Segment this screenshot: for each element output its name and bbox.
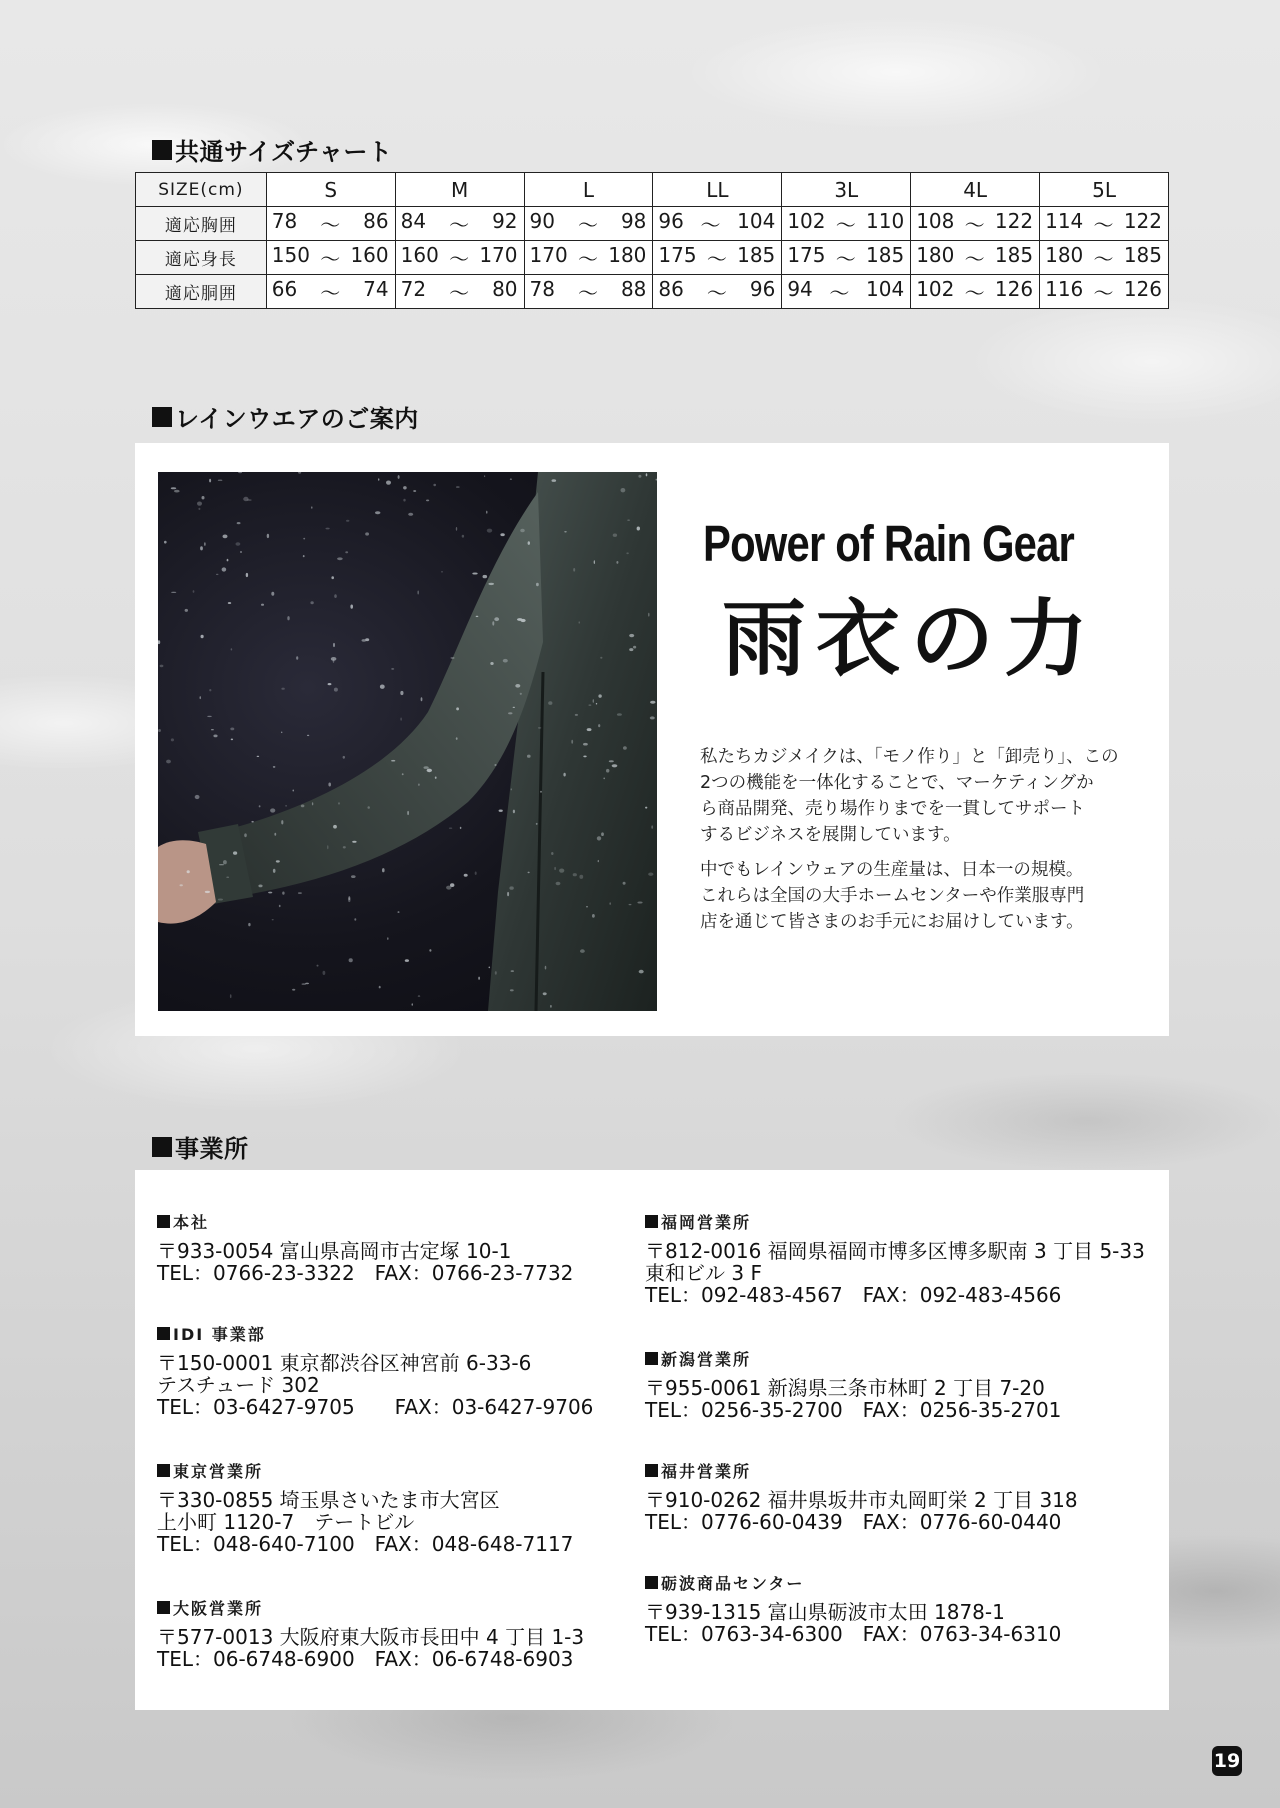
square-bullet-icon: [645, 1215, 658, 1228]
rain-jacket-photo: [158, 472, 657, 1011]
size-range-cell: 102 ～ 126: [911, 275, 1040, 309]
size-range-cell: 86 ～ 96: [653, 275, 782, 309]
office-idi: IDI 事業部 〒150-0001 東京都渋谷区神宮前 6-33-6 テスチュード 302 TEL：03-6427-9705 FAX：03-6427-9706: [157, 1325, 594, 1419]
office-fukui: 福井営業所 〒910-0262 福井県坂井市丸岡町栄 2 丁目 318 TEL：0776-60-0439 FAX：0776-60-0440: [645, 1462, 1078, 1534]
size-col-5l: 5L: [1040, 173, 1169, 207]
size-range-cell: 108 ～ 122: [911, 207, 1040, 241]
size-range-cell: 170 ～ 180: [524, 241, 653, 275]
size-chart-title: 共通サイズチャート: [152, 132, 392, 167]
page-number: 19: [1212, 1746, 1242, 1776]
size-chart-table: [135, 172, 1169, 309]
size-range-cell: 66 ～ 74: [266, 275, 395, 309]
size-range-cell: 84 ～ 92: [395, 207, 524, 241]
size-header-row: [136, 173, 1169, 207]
square-bullet-icon: [152, 407, 172, 427]
size-col-4l: 4L: [911, 173, 1040, 207]
intro-paragraph-2: 中でもレインウェアの生産量は、日本一の規模。 これらは全国の大手ホームセンターや作業服専門 店を通じて皆さまのお手元にお届けしています。: [700, 860, 1085, 932]
headline-japanese: 雨衣の力: [722, 589, 1099, 688]
size-col-m: M: [395, 173, 524, 207]
size-range-cell: 175 ～ 185: [782, 241, 911, 275]
size-col-l: L: [524, 173, 653, 207]
size-col-ll: LL: [653, 173, 782, 207]
size-range-cell: 94 ～ 104: [782, 275, 911, 309]
rainwear-title: レインウエアのご案内: [152, 399, 419, 434]
size-range-cell: 114 ～ 122: [1040, 207, 1169, 241]
square-bullet-icon: [645, 1352, 658, 1365]
size-col-3l: 3L: [782, 173, 911, 207]
intro-text: [700, 744, 1140, 944]
size-range-cell: 72 ～ 80: [395, 275, 524, 309]
size-col-s: S: [266, 173, 395, 207]
size-range-cell: 180 ～ 185: [911, 241, 1040, 275]
square-bullet-icon: [157, 1215, 170, 1228]
office-niigata: 新潟営業所 〒955-0061 新潟県三条市林町 2 丁目 7-20 TEL：0256-35-2700 FAX：0256-35-2701: [645, 1350, 1062, 1422]
office-honsha: 本社 〒933-0054 富山県高岡市古定塚 10-1 TEL：0766-23-3322 FAX：0766-23-7732: [157, 1213, 574, 1285]
size-row-label: 適応身長: [136, 241, 267, 275]
office-tokyo: 東京営業所 〒330-0855 埼玉県さいたま市大宮区 上小町 1120-7 テートビル TEL：048-640-7100 FAX：048-648-7117: [157, 1462, 574, 1556]
square-bullet-icon: [645, 1576, 658, 1589]
office-osaka: 大阪営業所 〒577-0013 大阪府東大阪市長田中 4 丁目 1-3 TEL：06-6748-6900 FAX：06-6748-6903: [157, 1599, 585, 1671]
square-bullet-icon: [152, 1137, 172, 1157]
size-range-cell: 150 ～ 160: [266, 241, 395, 275]
size-range-cell: 78 ～ 88: [524, 275, 653, 309]
office-fukuoka: 福岡営業所 〒812-0016 福岡県福岡市博多区博多駅南 3 丁目 5-33 東和ビル 3 F TEL：092-483-4567 FAX：092-483-4566: [645, 1213, 1145, 1307]
rain-jacket-illustration: [158, 472, 657, 1011]
square-bullet-icon: [152, 140, 172, 160]
size-row-chest: [136, 207, 1169, 241]
size-row-height: [136, 241, 1169, 275]
size-row-label: 適応胴囲: [136, 275, 267, 309]
size-row-label: 適応胸囲: [136, 207, 267, 241]
office-tonami: 砺波商品センター 〒939-1315 富山県砺波市太田 1878-1 TEL：0763-34-6300 FAX：0763-34-6310: [645, 1574, 1062, 1646]
size-range-cell: 160 ～ 170: [395, 241, 524, 275]
size-range-cell: 102 ～ 110: [782, 207, 911, 241]
square-bullet-icon: [157, 1464, 170, 1477]
size-range-cell: 90 ～ 98: [524, 207, 653, 241]
square-bullet-icon: [157, 1601, 170, 1614]
size-range-cell: 175 ～ 185: [653, 241, 782, 275]
size-range-cell: 116 ～ 126: [1040, 275, 1169, 309]
size-header-label: SIZE(cm): [136, 173, 267, 207]
square-bullet-icon: [157, 1327, 170, 1340]
headline-english: Power of Rain Gear: [703, 515, 1075, 572]
square-bullet-icon: [645, 1464, 658, 1477]
size-range-cell: 96 ～ 104: [653, 207, 782, 241]
size-range-cell: 180 ～ 185: [1040, 241, 1169, 275]
intro-paragraph-1: 私たちカジメイクは、「モノ作り」と「卸売り」、この 2つの機能を一体化することで、マーケティングか ら商品開発、売り場作りまでを一貫してサポート するビジネスを展開しています。: [700, 747, 1119, 845]
size-row-waist: [136, 275, 1169, 309]
offices-title: 事業所: [152, 1129, 249, 1164]
size-range-cell: 78 ～ 86: [266, 207, 395, 241]
